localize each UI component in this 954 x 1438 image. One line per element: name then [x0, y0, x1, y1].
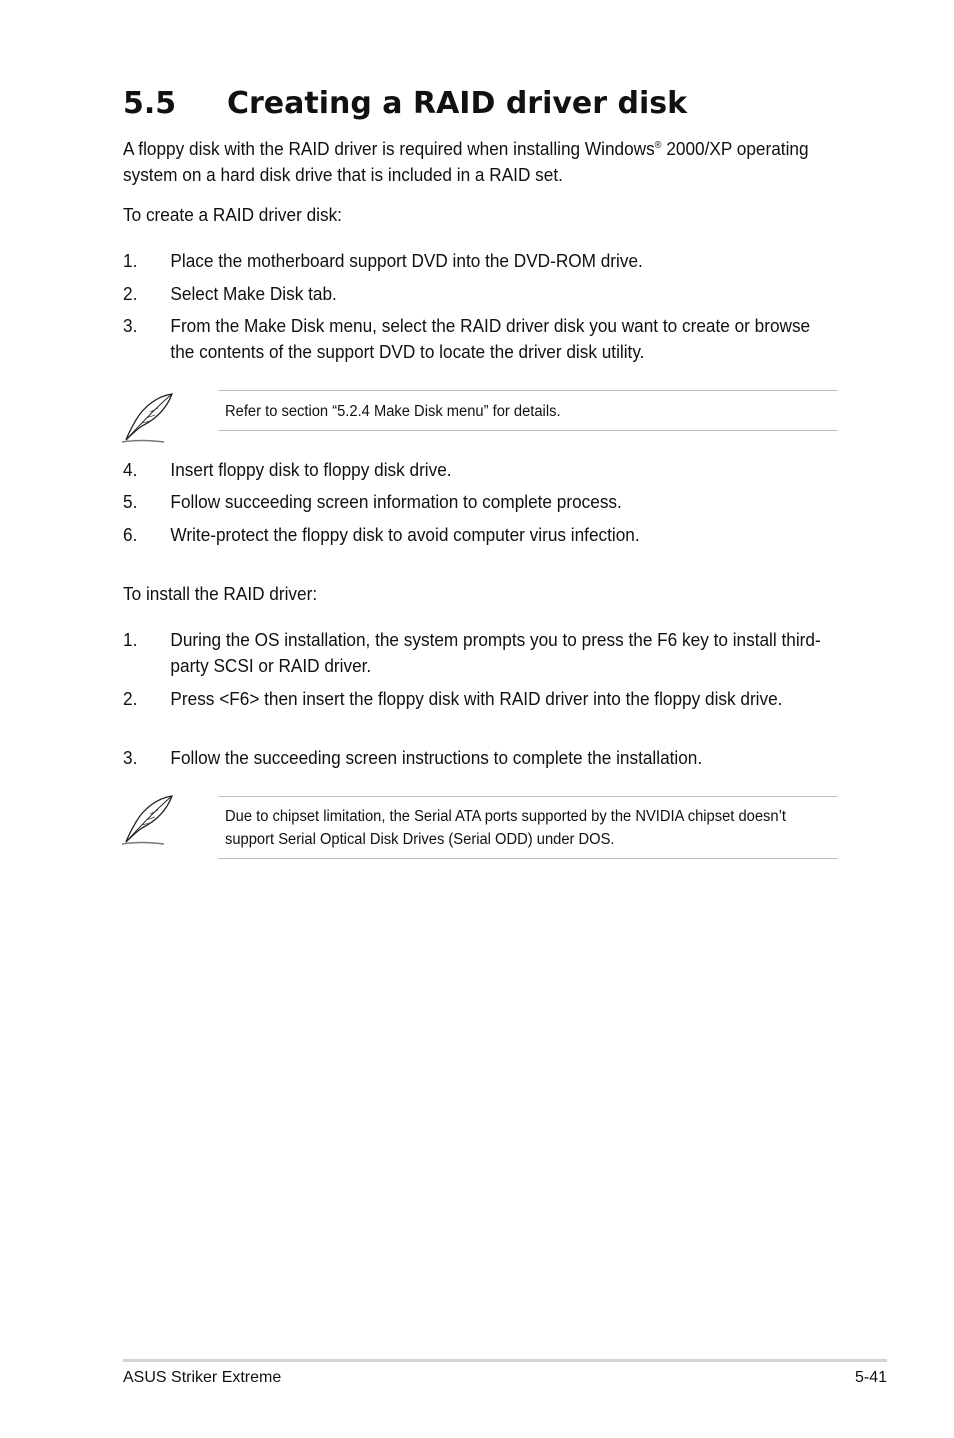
intro-paragraph: [123, 136, 848, 188]
step-text: Insert floppy disk to floppy disk drive.: [170, 459, 452, 480]
list-item: [123, 313, 830, 365]
step-number: 2.: [123, 688, 138, 709]
list-item: [123, 457, 830, 483]
list-item: [123, 281, 830, 307]
section-heading: [123, 84, 687, 124]
step-text: Follow succeeding screen information to complete process.: [170, 491, 622, 512]
list-item: [123, 745, 830, 771]
list-item: [123, 248, 830, 274]
step-text: Write-protect the floppy disk to avoid computer virus infection.: [170, 524, 640, 545]
section-number: 5.5: [123, 86, 177, 121]
note-box: [218, 796, 838, 859]
step-number: 3.: [123, 747, 138, 768]
intro-text-b: 2000/XP operating system on a hard disk drive that is included in a RAID set.: [123, 138, 809, 185]
section-title: Creating a RAID driver disk: [227, 86, 688, 121]
step-text: Press <F6> then insert the floppy disk with RAID driver into the floppy disk drive.: [170, 688, 783, 709]
step-text: During the OS installation, the system prompts you to press the F6 key to install third-party SCSI or RAID driver.: [170, 629, 821, 676]
list-item: [123, 627, 830, 679]
create-lead: To create a RAID driver disk:: [123, 204, 342, 225]
registered-mark: ®: [654, 140, 662, 151]
footer-divider: [123, 1359, 887, 1362]
list-item: [123, 522, 830, 548]
feather-quill-icon: [120, 390, 178, 446]
step-text: Follow the succeeding screen instructions to complete the installation.: [170, 747, 703, 768]
footer-product: ASUS Striker Extreme: [123, 1369, 282, 1386]
step-number: 1.: [123, 250, 138, 271]
step-number: 3.: [123, 315, 138, 336]
step-number: 4.: [123, 459, 138, 480]
step-number: 2.: [123, 283, 138, 304]
list-item: [123, 489, 830, 515]
step-number: 1.: [123, 629, 138, 650]
note-text: Due to chipset limitation, the Serial ATA ports supported by the NVIDIA chipset doesn’t support Serial Optical Disk Drives (Serial ODD) under DOS.: [225, 808, 786, 848]
step-text: From the Make Disk menu, select the RAID driver disk you want to create or browse the contents of the support DVD to locate the driver disk utility.: [170, 315, 811, 362]
footer-page-number: 5-41: [854, 1369, 887, 1386]
step-number: 5.: [123, 491, 138, 512]
install-lead: To install the RAID driver:: [123, 583, 318, 604]
feather-quill-icon: [120, 792, 178, 848]
step-text: Place the motherboard support DVD into the DVD-ROM drive.: [170, 250, 643, 271]
list-item: [123, 686, 830, 712]
step-text: Select Make Disk tab.: [170, 283, 337, 304]
step-number: 6.: [123, 524, 138, 545]
note-box: [218, 390, 838, 431]
intro-text-a: A floppy disk with the RAID driver is required when installing Windows: [123, 138, 655, 159]
note-text: Refer to section “5.2.4 Make Disk menu” for details.: [225, 403, 561, 420]
